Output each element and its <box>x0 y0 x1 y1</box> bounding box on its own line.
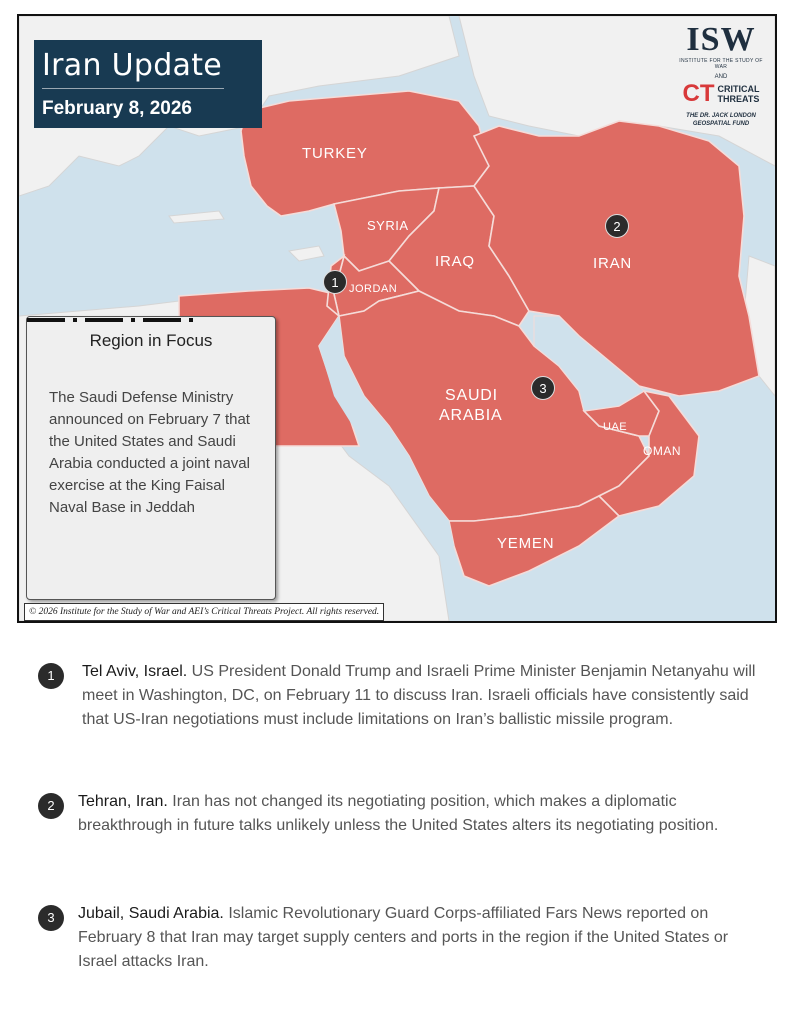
entry-body-1: US President Donald Trump and Israeli Prime Minister Benjamin Netanyahu will meet in Washington, DC, on February 11 to discuss Iran. Israeli officials have consistently said that US-Iran negotiations must include limitations on Iran’s ballistic missile program. <box>82 663 756 728</box>
map-marker-1[interactable]: 1 <box>323 270 347 294</box>
title-divider <box>42 88 224 89</box>
crete <box>169 211 224 223</box>
logo-and: AND <box>714 74 728 80</box>
label-saudi-1: SAUDI <box>445 387 498 404</box>
fund-line-2: GEOSPATIAL FUND <box>692 121 750 127</box>
fund-line-1: THE DR. JACK LONDON <box>686 113 756 119</box>
isw-logo: ISW <box>686 21 756 58</box>
fund-logo <box>675 112 767 128</box>
entry-heading-3: Jubail, Saudi Arabia. <box>78 905 224 922</box>
label-saudi-2: ARABIA <box>439 407 503 424</box>
entry-heading-1: Tel Aviv, Israel. <box>82 663 188 680</box>
label-syria: SYRIA <box>367 218 409 233</box>
ct-logo-text-2: THREATS <box>717 94 760 104</box>
entry-number-1: 1 <box>38 663 64 689</box>
region-in-focus-box <box>26 316 276 600</box>
map-marker-3[interactable]: 3 <box>531 376 555 400</box>
entry-body-2: Iran has not changed its negotiating position, which makes a diplomatic breakthrough in future talks unlikely unless the United States alters its negotiating position. <box>78 793 719 834</box>
focus-title: Region in Focus <box>89 331 213 350</box>
focus-text: The Saudi Defense Ministry announced on February 7 that the United States and Saudi Arabia conducted a joint naval exercise at the King Faisal Naval Base in Jeddah <box>49 389 250 516</box>
label-uae: UAE <box>603 421 628 433</box>
ct-logo-text-1: CRITICAL <box>717 84 760 94</box>
page-title: Iran Update <box>42 48 223 83</box>
label-iraq: IRAQ <box>435 253 475 270</box>
isw-logo-subtitle: INSTITUTE FOR THE STUDY OF WAR <box>679 58 763 70</box>
page-date: February 8, 2026 <box>42 98 192 119</box>
ct-logo-text <box>718 84 760 104</box>
entry-heading-2: Tehran, Iran. <box>78 793 168 810</box>
entry-number-3: 3 <box>38 905 64 931</box>
entry-body-3: Islamic Revolutionary Guard Corps-affiliated Fars News reported on February 8 that Iran may target supply centers and ports in the region if the United States or Israel attacks Iran. <box>78 905 729 970</box>
entry-text-1 <box>82 660 762 732</box>
label-turkey: TURKEY <box>302 145 368 162</box>
entry-text-2 <box>78 790 758 838</box>
label-oman: OMAN <box>643 444 681 458</box>
logos <box>675 22 767 142</box>
label-jordan: JORDAN <box>349 283 398 295</box>
focus-dash-line <box>27 317 197 323</box>
ct-logo <box>675 82 767 106</box>
map-frame <box>17 14 777 623</box>
label-iran: IRAN <box>593 255 633 272</box>
title-box <box>34 40 262 128</box>
map-marker-2[interactable]: 2 <box>605 214 629 238</box>
entry-text-3 <box>78 902 758 974</box>
ct-logo-mark: CT <box>682 80 715 107</box>
entry-number-2: 2 <box>38 793 64 819</box>
copyright-notice: © 2026 Institute for the Study of War and AEI’s Critical Threats Project. All rights reserved. <box>24 603 384 621</box>
cyprus <box>289 246 324 261</box>
label-yemen: YEMEN <box>497 535 555 552</box>
